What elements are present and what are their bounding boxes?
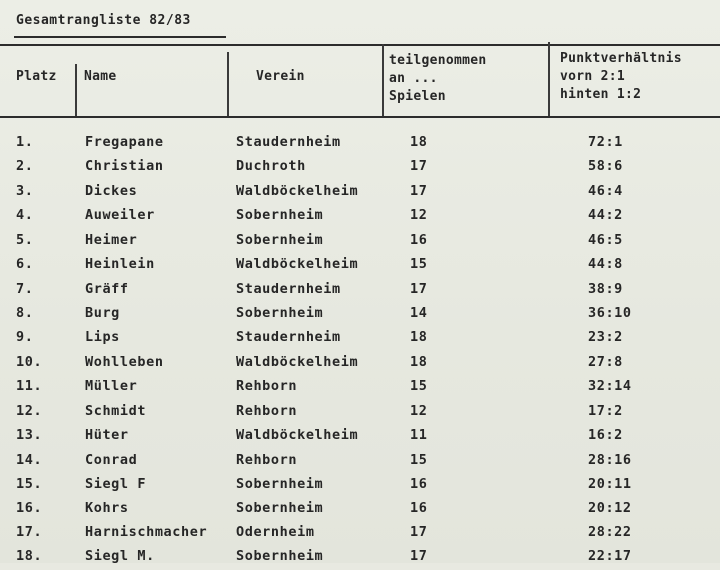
- club-cell: Waldböckelheim: [236, 427, 359, 443]
- page-title: Gesamtrangliste 82/83: [16, 13, 191, 28]
- points-cell: 44:8: [588, 256, 623, 272]
- points-cell: 32:14: [588, 378, 632, 394]
- player-name-cell: Harnischmacher: [85, 524, 208, 540]
- player-name-cell: Auweiler: [85, 207, 155, 223]
- club-cell: Rehborn: [236, 403, 298, 419]
- points-cell: 20:11: [588, 476, 632, 492]
- rank-cell: 4.: [16, 207, 34, 223]
- rank-cell: 16.: [16, 500, 43, 516]
- club-cell: Waldböckelheim: [236, 256, 359, 272]
- games-cell: 15: [410, 256, 428, 272]
- table-row: [0, 425, 720, 449]
- points-cell: 23:2: [588, 329, 623, 345]
- club-cell: Staudernheim: [236, 134, 341, 150]
- header-verein: Verein: [256, 69, 305, 84]
- games-cell: 11: [410, 427, 428, 443]
- player-name-cell: Christian: [85, 158, 164, 174]
- club-cell: Sobernheim: [236, 500, 324, 516]
- rank-cell: 12.: [16, 403, 43, 419]
- games-cell: 17: [410, 281, 428, 297]
- rank-cell: 5.: [16, 232, 34, 248]
- player-name-cell: Burg: [85, 305, 120, 321]
- club-cell: Waldböckelheim: [236, 183, 359, 199]
- club-cell: Sobernheim: [236, 232, 324, 248]
- club-cell: Rehborn: [236, 452, 298, 468]
- table-row: [0, 254, 720, 278]
- games-cell: 12: [410, 403, 428, 419]
- column-divider: [75, 64, 77, 116]
- games-cell: 17: [410, 548, 428, 564]
- rank-cell: 3.: [16, 183, 34, 199]
- games-cell: 16: [410, 232, 428, 248]
- player-name-cell: Siegl F: [85, 476, 147, 492]
- header-spiele-line: an ...: [389, 71, 438, 86]
- player-name-cell: Dickes: [85, 183, 138, 199]
- points-cell: 36:10: [588, 305, 632, 321]
- rank-cell: 11.: [16, 378, 43, 394]
- club-cell: Waldböckelheim: [236, 354, 359, 370]
- table-row: [0, 230, 720, 254]
- club-cell: Staudernheim: [236, 281, 341, 297]
- header-spiele-line: Spielen: [389, 89, 446, 104]
- games-cell: 17: [410, 158, 428, 174]
- club-cell: Rehborn: [236, 378, 298, 394]
- player-name-cell: Gräff: [85, 281, 129, 297]
- points-cell: 28:22: [588, 524, 632, 540]
- player-name-cell: Schmidt: [85, 403, 147, 419]
- player-name-cell: Wohlleben: [85, 354, 164, 370]
- header-bottom-rule: [0, 116, 720, 118]
- rank-cell: 15.: [16, 476, 43, 492]
- rank-cell: 14.: [16, 452, 43, 468]
- games-cell: 17: [410, 183, 428, 199]
- header-punkte: [560, 50, 682, 104]
- games-cell: 14: [410, 305, 428, 321]
- player-name-cell: Müller: [85, 378, 138, 394]
- rank-cell: 8.: [16, 305, 34, 321]
- header-spiele: [389, 52, 487, 106]
- header-punkte-line: hinten 1:2: [560, 87, 642, 102]
- rank-cell: 1.: [16, 134, 34, 150]
- games-cell: 15: [410, 378, 428, 394]
- rank-cell: 6.: [16, 256, 34, 272]
- player-name-cell: Heinlein: [85, 256, 155, 272]
- rank-cell: 18.: [16, 548, 43, 564]
- player-name-cell: Heimer: [85, 232, 138, 248]
- column-divider: [382, 44, 384, 116]
- table-row: [0, 498, 720, 522]
- games-cell: 12: [410, 207, 428, 223]
- club-cell: Odernheim: [236, 524, 315, 540]
- table-row: [0, 303, 720, 327]
- points-cell: 58:6: [588, 158, 623, 174]
- points-cell: 27:8: [588, 354, 623, 370]
- header-punkte-line: Punktverhältnis: [560, 51, 682, 66]
- title-underline: [14, 36, 226, 38]
- games-cell: 18: [410, 329, 428, 345]
- rank-cell: 17.: [16, 524, 43, 540]
- games-cell: 18: [410, 134, 428, 150]
- points-cell: 28:16: [588, 452, 632, 468]
- table-row: [0, 156, 720, 180]
- player-name-cell: Fregapane: [85, 134, 164, 150]
- points-cell: 72:1: [588, 134, 623, 150]
- points-cell: 38:9: [588, 281, 623, 297]
- column-divider: [227, 52, 229, 116]
- header-name: Name: [84, 69, 117, 84]
- player-name-cell: Hüter: [85, 427, 129, 443]
- header-punkte-line: vorn 2:1: [560, 69, 626, 84]
- rank-cell: 7.: [16, 281, 34, 297]
- player-name-cell: Conrad: [85, 452, 138, 468]
- club-cell: Sobernheim: [236, 305, 324, 321]
- games-cell: 15: [410, 452, 428, 468]
- points-cell: 22:17: [588, 548, 632, 564]
- points-cell: 46:4: [588, 183, 623, 199]
- rank-cell: 10.: [16, 354, 43, 370]
- header-platz: Platz: [16, 69, 57, 84]
- club-cell: Sobernheim: [236, 548, 324, 564]
- column-divider: [548, 42, 550, 116]
- table-row: [0, 474, 720, 498]
- points-cell: 44:2: [588, 207, 623, 223]
- table-row: [0, 279, 720, 303]
- rank-cell: 13.: [16, 427, 43, 443]
- player-name-cell: Kohrs: [85, 500, 129, 516]
- club-cell: Staudernheim: [236, 329, 341, 345]
- club-cell: Duchroth: [236, 158, 306, 174]
- points-cell: 16:2: [588, 427, 623, 443]
- table-row: [0, 132, 720, 156]
- games-cell: 17: [410, 524, 428, 540]
- club-cell: Sobernheim: [236, 207, 324, 223]
- table-row: [0, 327, 720, 351]
- rank-cell: 9.: [16, 329, 34, 345]
- points-cell: 20:12: [588, 500, 632, 516]
- player-name-cell: Siegl M.: [85, 548, 155, 564]
- player-name-cell: Lips: [85, 329, 120, 345]
- points-cell: 46:5: [588, 232, 623, 248]
- table-row: [0, 522, 720, 546]
- rank-cell: 2.: [16, 158, 34, 174]
- table-top-rule: [0, 44, 720, 46]
- table-row: [0, 376, 720, 400]
- club-cell: Sobernheim: [236, 476, 324, 492]
- header-spiele-line: teilgenommen: [389, 53, 487, 68]
- games-cell: 16: [410, 476, 428, 492]
- points-cell: 17:2: [588, 403, 623, 419]
- games-cell: 16: [410, 500, 428, 516]
- table-row: [0, 352, 720, 376]
- table-row: [0, 205, 720, 229]
- table-row: [0, 546, 720, 570]
- table-row: [0, 450, 720, 474]
- games-cell: 18: [410, 354, 428, 370]
- table-row: [0, 401, 720, 425]
- table-row: [0, 181, 720, 205]
